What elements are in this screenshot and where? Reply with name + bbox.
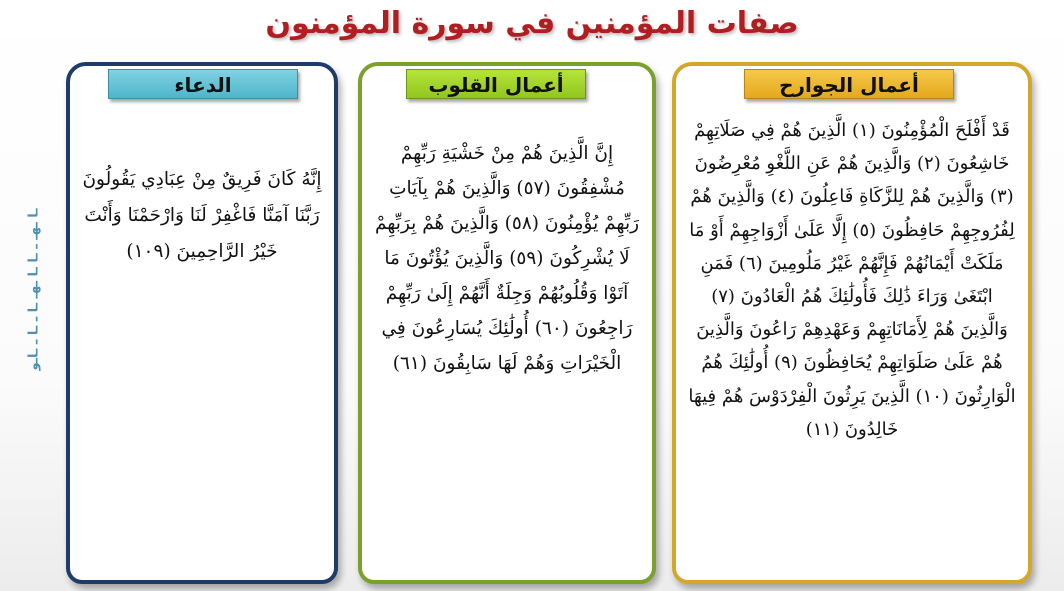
page-title: صفات المؤمنين في سورة المؤمنون	[265, 6, 799, 41]
card-dua-verses: إِنَّهُ كَانَ فَرِيقٌ مِنْ عِبَادِي يَقُولُونَ رَبَّنَا آمَنَّا فَاغْفِرْ لَنَا وَارْحَمْنَا وَأَنْتَ خَيْرُ الرَّاحِمِينَ (١٠٩)	[82, 169, 322, 262]
card-quloob-heading: أعمال القلوب	[406, 69, 586, 99]
card-jawareh-heading: أعمال الجوارح	[744, 69, 954, 99]
card-dua	[66, 62, 338, 584]
card-quloob-verses: إِنَّ الَّذِينَ هُمْ مِنْ خَشْيَةِ رَبِّهِمْ مُشْفِقُونَ (٥٧) وَالَّذِينَ هُمْ بِآيَاتِ رَبِّهِمْ يُؤْمِنُونَ (٥٨) وَالَّذِينَ هُمْ بِرَبِّهِمْ لَا يُشْرِكُونَ (٥٩) وَالَّذِينَ يُؤْتُونَ مَا آتَوْا وَقُلُوبُهُمْ وَجِلَةٌ أَنَّهُمْ إِلَىٰ رَبِّهِمْ رَاجِعُونَ (٦٠) أُولَٰئِكَ يُسَارِعُونَ فِي الْخَيْرَاتِ وَهُمْ لَهَا سَابِقُونَ (٦١)	[374, 143, 640, 374]
card-jawareh	[672, 62, 1032, 584]
card-dua-heading: الدعاء	[108, 69, 298, 99]
side-vertical-text: ـا ـهـ ـ ـا ـا ـهـ ـا ـ ـا ـ ـاـو	[26, 208, 42, 371]
card-quloob	[358, 62, 656, 584]
card-jawareh-verses: قَدْ أَفْلَحَ الْمُؤْمِنُونَ (١) الَّذِينَ هُمْ فِي صَلَاتِهِمْ خَاشِعُونَ (٢) وَالَّذِينَ هُمْ عَنِ اللَّغْوِ مُعْرِضُونَ (٣) وَالَّذِينَ هُمْ لِلزَّكَاةِ فَاعِلُونَ (٤) وَالَّذِينَ هُمْ لِفُرُوجِهِمْ حَافِظُونَ (٥) إِلَّا عَلَىٰ أَزْوَاجِهِمْ أَوْ مَا مَلَكَتْ أَيْمَانُهُمْ فَإِنَّهُمْ غَيْرُ مَلُومِينَ (٦) فَمَنِ ابْتَغَىٰ وَرَاءَ ذَٰلِكَ فَأُولَٰئِكَ هُمُ الْعَادُونَ (٧) وَالَّذِينَ هُمْ لِأَمَانَاتِهِمْ وَعَهْدِهِمْ رَاعُونَ وَالَّذِينَ هُمْ عَلَىٰ صَلَوَاتِهِمْ يُحَافِظُونَ (٩) أُولَٰئِكَ هُمُ الْوَارِثُونَ (١٠) الَّذِينَ يَرِثُونَ الْفِرْدَوْسَ هُمْ فِيهَا خَالِدُونَ (١١)	[688, 120, 1016, 440]
